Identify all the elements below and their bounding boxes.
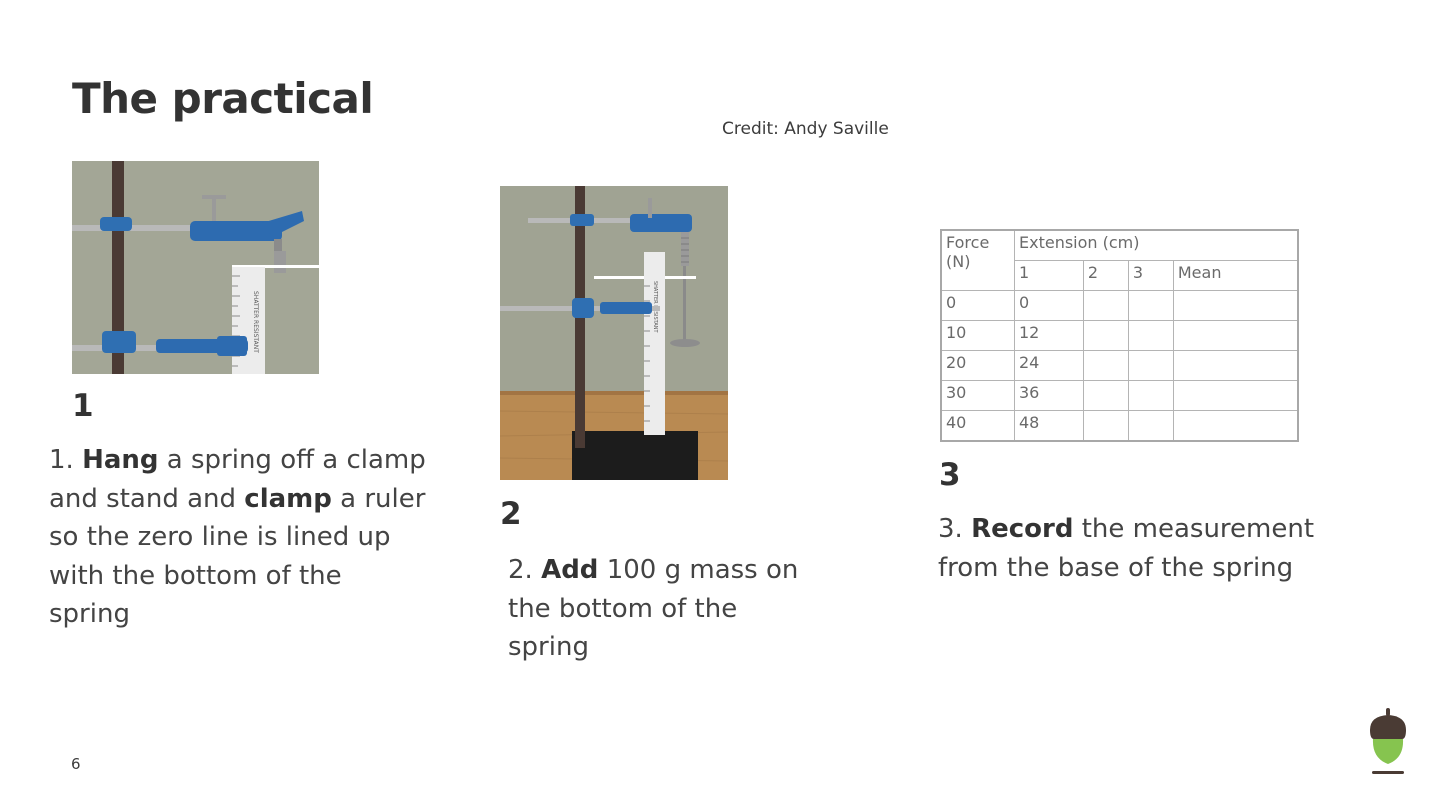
step-1-prefix: 1. — [49, 445, 83, 475]
extension-cell — [1083, 381, 1128, 411]
force-cell: 10 — [941, 321, 1015, 351]
force-cell: 40 — [941, 411, 1015, 442]
mean-cell — [1173, 411, 1298, 442]
extension-cell — [1083, 321, 1128, 351]
force-cell: 20 — [941, 351, 1015, 381]
mean-cell — [1173, 381, 1298, 411]
extension-cell — [1128, 411, 1173, 442]
results-table — [940, 229, 1299, 442]
step-3-text-a: the measurement from the base of the spring — [938, 514, 1315, 583]
force-cell: 0 — [941, 291, 1015, 321]
trial-header-mean: Mean — [1173, 261, 1298, 291]
step-1-number: 1 — [72, 388, 94, 424]
step-1-verb-clamp: clamp — [244, 483, 332, 514]
step-1-text-a: a spring off a clamp and stand and — [49, 445, 426, 514]
spring-with-mass-photo — [500, 186, 728, 480]
step-2-text-a: 100 g mass on the bottom of the spring — [508, 555, 799, 662]
extension-cell: 48 — [1015, 411, 1084, 442]
clamp-stand-spring-photo — [72, 161, 319, 374]
mean-cell — [1173, 321, 1298, 351]
extension-cell — [1083, 291, 1128, 321]
table-row — [941, 321, 1298, 351]
force-header: Force (N) — [941, 230, 1015, 291]
step-3-prefix: 3. — [938, 514, 972, 544]
svg-text:SHATTER RESISTANT: SHATTER RESISTANT — [252, 291, 259, 353]
table-row — [941, 411, 1298, 442]
extension-cell — [1128, 321, 1173, 351]
table-row — [941, 291, 1298, 321]
step-3-verb-record: Record — [971, 514, 1074, 544]
extension-cell: 24 — [1015, 351, 1084, 381]
mean-cell — [1173, 291, 1298, 321]
mean-cell — [1173, 351, 1298, 381]
extension-cell — [1128, 291, 1173, 321]
photo-credit: Credit: Andy Saville — [722, 119, 889, 139]
extension-cell — [1128, 351, 1173, 381]
trial-header-3: 3 — [1128, 261, 1173, 291]
step-1-text-b: a ruler so the zero line is lined up with the bottom of the spring — [49, 483, 426, 629]
trial-header-2: 2 — [1083, 261, 1128, 291]
step-1-text — [49, 441, 429, 634]
extension-cell — [1083, 351, 1128, 381]
acorn-logo-icon — [1366, 708, 1410, 778]
table-row — [941, 351, 1298, 381]
extension-cell: 12 — [1015, 321, 1084, 351]
extension-header: Extension (cm) — [1015, 230, 1299, 261]
step-2-verb-add: Add — [541, 555, 599, 585]
extension-cell — [1128, 381, 1173, 411]
extension-cell — [1083, 411, 1128, 442]
step-2-number: 2 — [500, 496, 522, 532]
extension-cell: 36 — [1015, 381, 1084, 411]
step-2-text — [508, 551, 818, 667]
page-number: 6 — [71, 755, 81, 773]
step-3-text — [938, 510, 1358, 587]
step-1-verb-hang: Hang — [82, 445, 159, 475]
force-cell: 30 — [941, 381, 1015, 411]
trial-header-1: 1 — [1015, 261, 1084, 291]
table-row — [941, 381, 1298, 411]
step-2-prefix: 2. — [508, 555, 542, 585]
step-3-number: 3 — [939, 457, 961, 493]
page-title: The practical — [72, 74, 374, 123]
extension-cell: 0 — [1015, 291, 1084, 321]
